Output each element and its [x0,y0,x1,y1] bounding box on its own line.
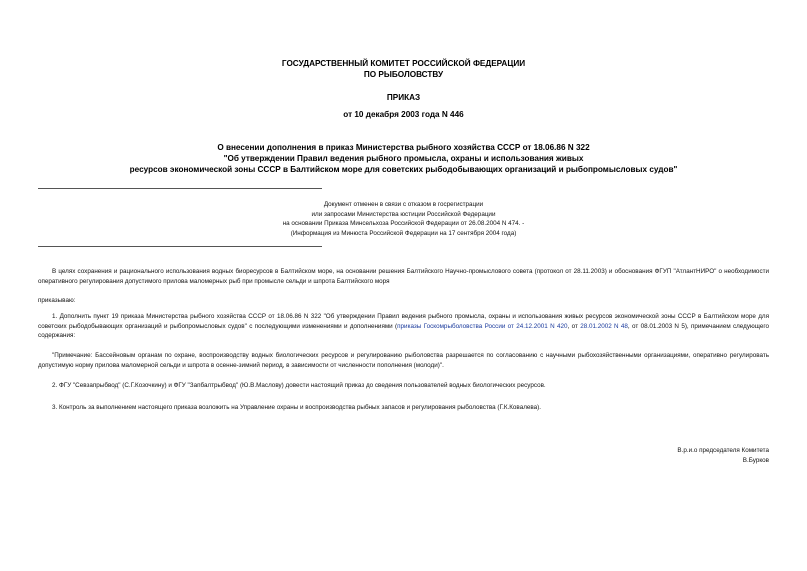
order-word: приказываю: [38,297,76,304]
link-order-420[interactable]: приказы Госкомрыболовства России от 24.12.2001 N 420 [397,322,568,330]
document-type: ПРИКАЗ [386,93,421,102]
title-line-2: "Об утверждении Правил ведения рыбного промысла, охраны и использования живых [223,154,584,163]
document-title [0,142,807,175]
document-date: от 10 декабря 2003 года N 446 [343,110,464,119]
intro-paragraph: В целях сохранения и рационального использования водных биоресурсов в Балтийском море, на основании решения Балтийского Научно-промыслового совета (протокол от 28.11.2003) и обоснования ФГУП "АтлантНИРО" о необходимости оперативного регулирования допустимого прилова маломерных рыб при промысле сельди и шпрота Балтийского моря [38,268,769,285]
notice-line-2: или запросами Министерства юстиции Российской Федерации [311,210,496,218]
signature-block [677,446,769,465]
title-line-3: ресурсов экономической зоны СССР в Балтийском море для советских рыбодобывающих организаций и рыбопромысловых судов" [129,165,678,174]
item-1-text-end: , от 08.01.2003 N 5), примечанием следующего содержания: [38,322,769,340]
item-1-paragraph [38,312,769,341]
divider-top [38,188,322,189]
item-2-paragraph: 2. ФГУ "Севзапрыбвод" (С.Г.Козочкину) и ФГУ "Запбалтрыбвод" (Ю.В.Маслову) довести настоящий приказ до сведения пользователей водных биологических ресурсов. [52,382,546,389]
note-paragraph: "Примечание: Бассейновым органам по охране, воспроизводству водных биологических ресурсов и регулированию рыболовства разрешается по согласованию с научными рыбохозяйственными организациями, оперативно регулировать допустимую норму прилова маломерной сельди и шпрота в осенне-зимний период, в зависимости от численности пополнения (молоди)". [38,352,769,369]
signatory-name: В.Бурков [742,456,769,464]
notice-line-4: (Информация из Минюста Российской Федерации на 17 сентября 2004 года) [290,229,517,237]
signatory-position: В.р.и.о председателя Комитета [677,447,769,454]
issuing-authority [0,58,807,80]
item-1-text-mid: , от [567,322,581,330]
cancellation-notice [0,200,807,238]
item-1-text-start: 1. Дополнить пункт 19 приказа Министерства рыбного хозяйства СССР от 18.06.86 N 322 "Об утверждении Правил ведения рыбного промысла, охраны и использования живых ресурсов экономической зоны СССР в Балтийском море для советских рыбодобывающих организаций и рыбопромысловых судов" с последующими изменениями и дополнениями ( [38,313,769,330]
link-order-48[interactable]: 28.01.2002 N 48 [580,322,628,330]
authority-line-2: ПО РЫБОЛОВСТВУ [363,70,444,79]
authority-line-1: ГОСУДАРСТВЕННЫЙ КОМИТЕТ РОССИЙСКОЙ ФЕДЕРАЦИИ [281,59,526,68]
title-line-1: О внесении дополнения в приказ Министерства рыбного хозяйства СССР от 18.06.86 N 322 [217,143,590,152]
notice-line-3: на основании Приказа Минсельхоза Российской Федерации от 26.08.2004 N 474. - [282,220,525,227]
notice-line-1: Документ отменен в связи с отказом в госрегистрации [323,201,484,208]
divider-bottom [38,246,322,247]
item-3-paragraph: 3. Контроль за выполнением настоящего приказа возложить на Управление охраны и воспроизводства рыбных запасов и регулирования рыболовства (Г.К.Ковалева). [52,404,542,411]
